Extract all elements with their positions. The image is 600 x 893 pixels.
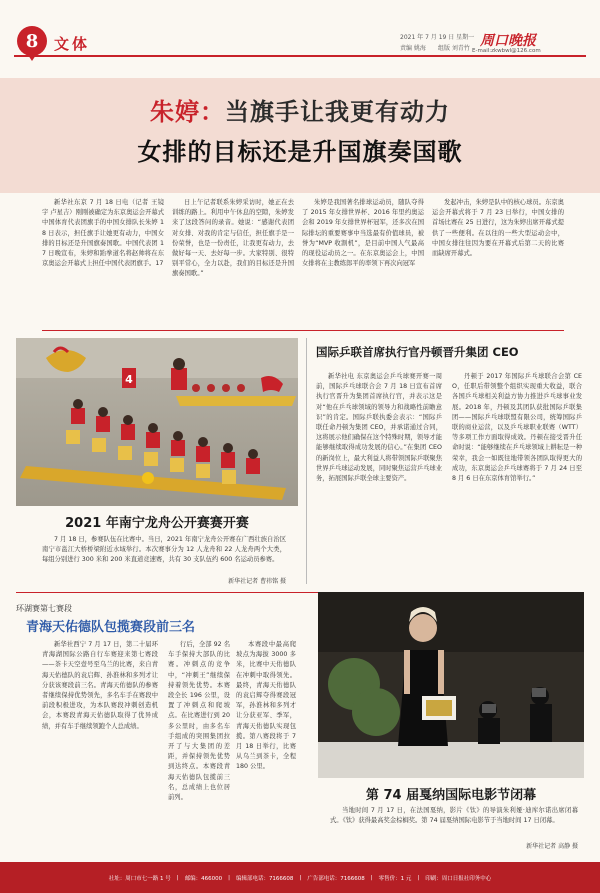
dragon-boat-title: 2021 年南宁龙舟公开赛赛开赛: [65, 516, 249, 531]
cannes-illustration: [318, 592, 584, 778]
footer-price: 零售价：1 元: [378, 875, 412, 882]
dragon-boat-illustration: [16, 338, 298, 506]
lead-headline-line2: 女排的目标还是升国旗奏国歌: [137, 137, 463, 166]
header-rule: [14, 55, 586, 57]
dragon-boat-caption: [42, 535, 286, 577]
lead-paragraph-3: 朱婷是我国著名排球运动员，随队夺得了 2015 年女排世界杯、2016 年里约奥运会和 2019 年女排世界杯冠军，还多次在国际排坛的重要赛事中当选最有价值球员，被誉为“MVP 收割机”，是目前中国人气最高的现役运动员之一。在东京奥运会上，中国女排将在主教练郎平的率领下再次向冠军: [302, 199, 424, 268]
dragon-boat-byline: 新华社记者 曹祎铭 摄: [228, 578, 286, 585]
cannes-title: 第 74 届戛纳国际电影节闭幕: [365, 788, 537, 803]
contact-email: E-mail:zkwbwl@126.com: [472, 48, 541, 54]
lead-headline-line1: [0, 92, 600, 127]
cycling-paragraph-1: 新华社西宁 7 月 17 日，第二十届环青海湖国际公路自行车赛迎来第七赛段——茶卡天空壹号至乌兰的比赛，来自青海天佑德队的袁启辉、孙淮林和多列才让分获该赛段前三名。青海天佑德队的参赛者继续保持优势领先，多名车手在赛段中前段积极进攻，为本队赛段冲刺创造机会，本赛段青海天佑德队取得了优异成绩，并有车手继续领跑个人总成绩。: [42, 641, 158, 730]
cycling-paragraph-3: 本赛段中最高爬坡点为海拔 3000 多米，比赛中天佑德队在冲刺中取得领先。最终，青海天佑德队的袁启辉夺得赛段冠军，孙淮林和多列才让分获亚军、季军，青海天佑德队实现包揽。第八赛段将于 7 月 18 日举行，比赛从乌兰到茶卡，全程 180 公里。: [236, 641, 296, 771]
lead-column-1: [42, 198, 164, 322]
pingpong-column-2: [452, 372, 582, 578]
newspaper-logo: 周口晚报: [480, 33, 536, 49]
pingpong-column-1: [316, 372, 442, 578]
headline-name: 朱婷：: [150, 97, 225, 126]
section-title: 文体: [54, 35, 91, 53]
footer-editorial-phone: 编辑部电话：7166608: [235, 875, 294, 882]
lead-paragraph-4: 发起冲击，朱婷是队中的核心球员。东京奥运会开幕式将于 7 月 23 日举行，中国女排的首场比赛在 25 日进行，这为朱婷出席开幕式提供了一些便利。在以往的一些大型运动会中，中国女排往往因为要在开幕式后第二天的比赛而缺席开幕式。: [432, 199, 564, 258]
column-divider: [306, 338, 307, 584]
headline-text: 当旗手让我更有动力: [225, 97, 450, 126]
cycling-kicker: 环湖赛第七赛段: [16, 604, 72, 613]
lead-paragraph-1: 新华社东京 7 月 18 日电（记者 王镜宇 卢星吉）刚刚被确定为东京奥运会开幕式中国体育代表团旗手的中国女排队长朱婷 18 日表示，担任旗手让她更有动力，中国女排的目标还是升国旗奏国歌。中国代表团 17 日晚宣布，朱婷和跆拳道名将赵帅将在东京奥运会开幕式上担任中国代表团旗手。17: [42, 199, 164, 268]
footer-address: 社址：周口市七一路 1 号: [108, 875, 171, 882]
footer-postcode: 邮编：466000: [184, 875, 223, 882]
pingpong-paragraph-2: 丹顿于 2017 年国际乒乓球联合会第 CEO，任职后带领整个组织实现重大收益，联合各国乒乓球相关利益方协力推进乒乓球事业发展。2018 年，丹顿及其团队获批国际乒联集团——国际乒乓球联盟有限公司，统筹国际乒联的商业运营，以及乒乓球职业联赛（WTT）等多项工作方面取得成效。丹顿在接受晋升任命时说：“能够继续在乒乓球领域上耕耘是一种荣幸，我会一如既往地带领各团队取得更大的成功，东京奥运会乒乓球赛将于 7 月 24 日至 8 月 6 日在东京体育馆举行。”: [452, 373, 582, 483]
lead-column-3: [302, 198, 424, 322]
pingpong-paragraph-1: 新华社电 东京奥运会乒乓球赛开赛一周前，国际乒乓球联合会 7 月 18 日宣布首席执行官晋升为集团首席执行官，并表示这是对“他在乒乓球领域的领导力和战略性前瞻意识”的肯定。国际乒联执委会表示：“国际乒联任命丹顿为集团 CEO，并承诺通过合同，这将展示他们确保在这个特殊时期，领导才能能够继续取得成功发展的信心。”在集团 CEO 的新岗位上，最大利益人将带领国际乒联聚焦世界乒乓球运动发展，同时聚焦运营乒乓球业务，拓展国际乒联全球主要资产。: [316, 373, 442, 483]
pingpong-title: 国际乒联首席执行官丹顿晋升集团 CEO: [316, 345, 519, 359]
cycling-column-3: [236, 640, 296, 854]
section-divider: [42, 330, 564, 331]
dragon-boat-paragraph: 7 月 18 日，参赛队伍在比赛中。当日，2021 年南宁龙舟公开赛在广西壮族自治区南宁市邕江大桥桥梁附近水域举行。本次赛事分为 12 人龙舟和 22 人龙舟两个大类，每组分别进行 300 米和 200 米直道竞速赛，共有 30 支队伍约 600 名运动员参赛。: [42, 536, 286, 564]
page-header: [0, 0, 600, 70]
cannes-caption: [330, 806, 578, 838]
lead-paragraph-2: 日上午记者联系朱婷采访时，她正在去训练的路上。利用中午休息的空隙，朱婷发来了这段答问的录音。她说：“感谢代表团对女排、对我的肯定与信任，担任旗手是一份荣誉，也是一份责任，让我更有动力，去做好每一天、去好每一步。大家特别、很特别平常心，全力以赴，我们的目标还是升国旗奏国歌。”: [172, 199, 294, 278]
cycling-column-1: [42, 640, 158, 854]
lead-column-4: [432, 198, 564, 322]
editor-credit: 责编 姚海: [400, 45, 426, 52]
cannes-byline: 新华社记者 高静 摄: [526, 843, 578, 850]
cycling-column-2: [168, 640, 230, 854]
boat-number: 4: [125, 373, 133, 386]
page-number-badge: 8: [17, 26, 47, 56]
lead-column-2: [172, 198, 294, 322]
cycling-title: 青海天佑德队包揽赛段前三名: [26, 620, 196, 635]
dragon-boat-photo: [16, 338, 298, 506]
footer-printer: 印刷：周口日报社印务中心: [425, 875, 492, 882]
cannes-photo: [318, 592, 584, 778]
page-footer: 社址：周口市七一路 1 号 | 邮编：466000 | 编辑部电话：7166608 | 广告部电话：7166608 | 零售价：1 元 | 印刷：周口日报社印务中心: [0, 862, 600, 893]
footer-ad-phone: 广告部电话：7166608: [307, 875, 365, 882]
cycling-paragraph-2: 行后，全部 92 名车手保持大部队的比赛。冲刺点的竞争中，“冲刺王”继续保持着领先优势。本赛段全长 196 公里，设置了冲刺点和爬坡点。在比赛进行到 20 多公里时，由多名车手组成的突围集团拉开了与大集团的差距，并保持领先优势到达终点。本赛段青海天佑德队包揽前三名，总成绩上也位居前列。: [168, 641, 230, 802]
issue-date: 2021 年 7 月 19 日 星期一: [400, 34, 475, 41]
designer-credit: 组版 刘青竹: [438, 45, 470, 52]
cannes-paragraph: 当地时间 7 月 17 日，在法国戛纳，影片《钛》的导演朱利娅·迪库尔诺出席闭幕式。《钛》获得最高奖金棕榈奖。第 74 届戛纳国际电影节于当地时间 17 日闭幕。: [330, 807, 578, 825]
